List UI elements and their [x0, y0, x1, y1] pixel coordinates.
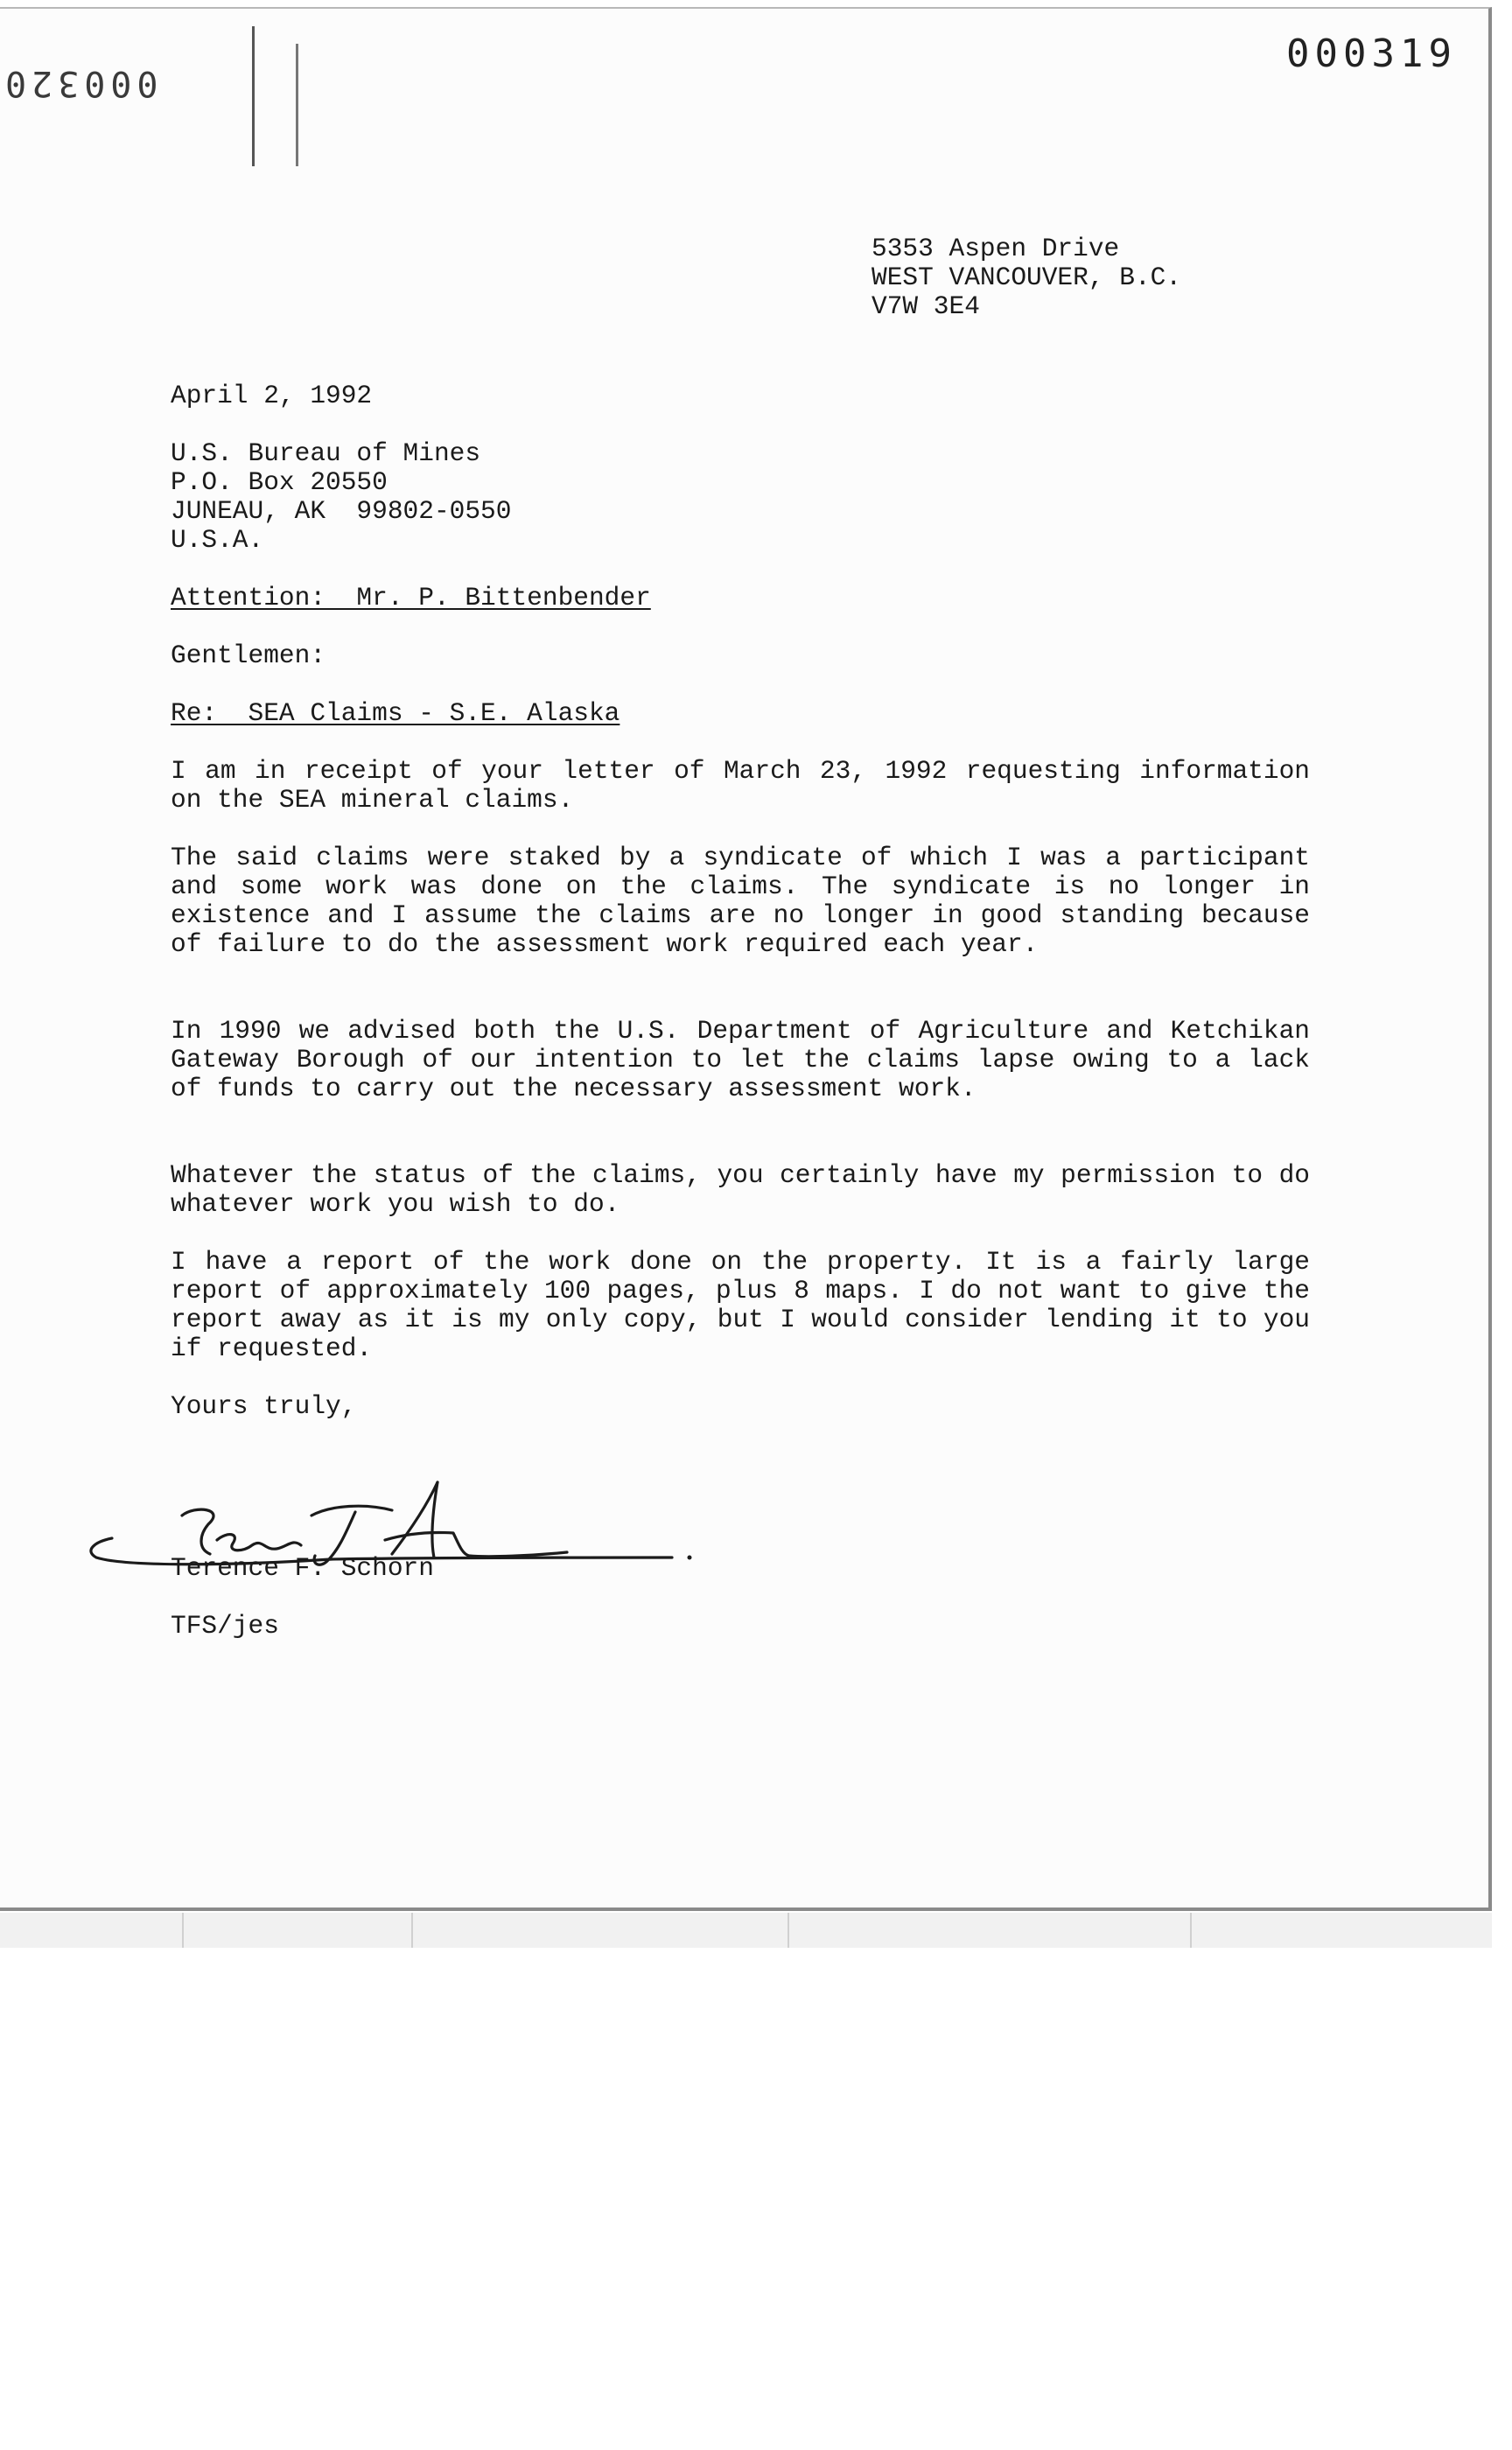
- scan-mark: [252, 26, 255, 166]
- sender-address-line: 5353 Aspen Drive: [872, 234, 1120, 263]
- recipient-address-line: P.O. Box 20550: [171, 467, 388, 497]
- sender-address-line: WEST VANCOUVER, B.C.: [872, 262, 1182, 292]
- scan-edge-strip: [0, 1913, 1492, 1948]
- body-paragraph: In 1990 we advised both the U.S. Department of Agriculture and Ketchikan Gateway Borough of our intention to let the claims lapse owing to a lack of funds to carry out the necessary assessment work.: [171, 1016, 1310, 1103]
- body-paragraph: The said claims were staked by a syndicate of which I was a participant and some work was done on the claims. The syndicate is no longer in existence and I assume the claims are no longer in good standing because of failure to do the assessment work required each year.: [171, 843, 1310, 959]
- recipient-address-line: U.S.A.: [171, 525, 264, 555]
- body-paragraph: Whatever the status of the claims, you certainly have my permission to do whatever work you wish to do.: [171, 1160, 1310, 1219]
- mirrored-page-number-stamp: 000320: [0, 63, 158, 103]
- body-paragraph: I am in receipt of your letter of March 23, 1992 requesting information on the SEA mineral claims.: [171, 756, 1310, 815]
- subject-line: Re: SEA Claims - S.E. Alaska: [171, 698, 620, 728]
- letter-date: April 2, 1992: [171, 381, 373, 410]
- closing: Yours truly,: [171, 1391, 357, 1421]
- signer-name: Terence F. Schorn: [171, 1553, 434, 1583]
- recipient-address-line: U.S. Bureau of Mines: [171, 438, 481, 468]
- body-paragraph: I have a report of the work done on the property. It is a fairly large report of approximately 100 pages, plus 8 maps. I do not want to give the report away as it is my only copy, but I would consider lending it to you if requested.: [171, 1247, 1310, 1363]
- sender-address-line: V7W 3E4: [872, 291, 980, 321]
- attention-line: Attention: Mr. P. Bittenbender: [171, 583, 651, 612]
- scan-mark: [296, 44, 298, 166]
- recipient-address-line: JUNEAU, AK 99802-0550: [171, 496, 512, 526]
- salutation: Gentlemen:: [171, 640, 326, 670]
- page-number-stamp: 000319: [1286, 32, 1457, 76]
- typist-initials: TFS/jes: [171, 1611, 279, 1641]
